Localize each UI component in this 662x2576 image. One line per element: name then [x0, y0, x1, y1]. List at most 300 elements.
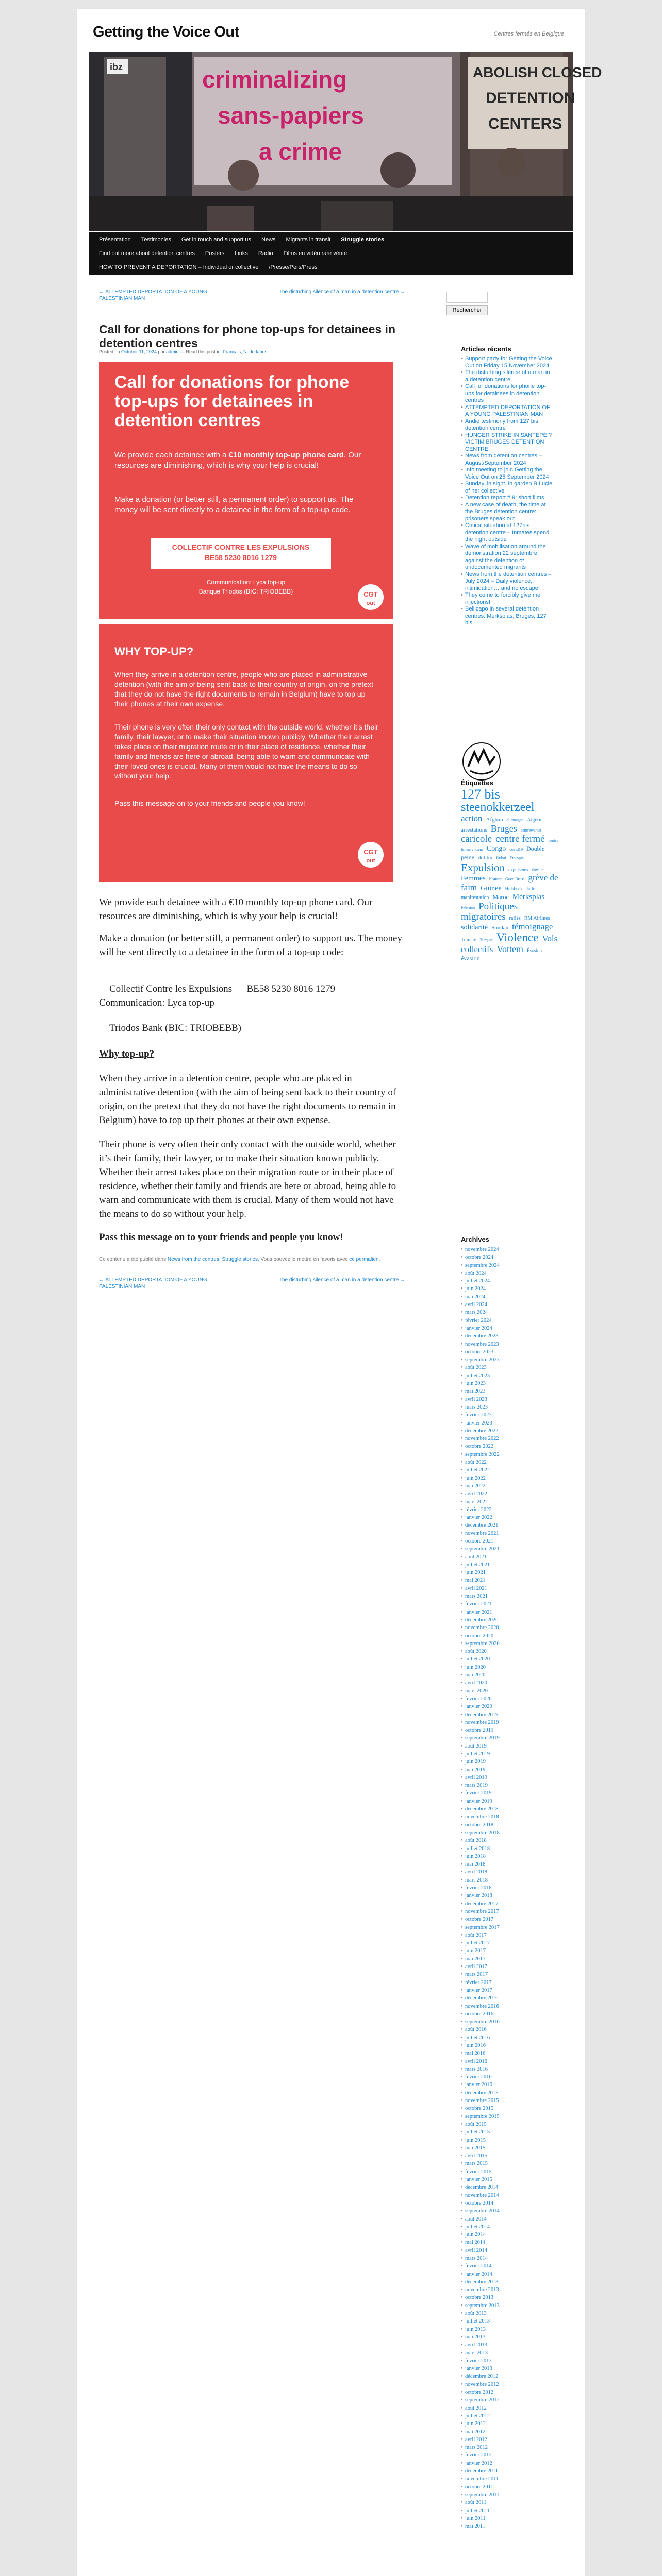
archive-link[interactable]: • décembre 2020: [461, 1616, 554, 1624]
archive-link[interactable]: • juillet 2016: [461, 2034, 554, 2042]
tag-cloud: [461, 787, 559, 963]
archive-link[interactable]: • février 2016: [461, 2073, 554, 2081]
tag-link[interactable]: Maroc: [492, 893, 509, 901]
archive-link[interactable]: • avril 2017: [461, 1963, 554, 1971]
banner-sign-left: criminalizing: [202, 66, 347, 93]
tag-link[interactable]: Jaffe: [526, 886, 535, 892]
post-date-link[interactable]: October 11, 2024: [121, 349, 157, 354]
tag-link[interactable]: Femmes: [461, 875, 486, 883]
archive-link[interactable]: • septembre 2019: [461, 1734, 554, 1742]
archive-link[interactable]: • juillet 2022: [461, 1466, 554, 1474]
poster2-heading: WHY TOP-UP?: [114, 645, 194, 658]
entry-footer-meta: Ce contenu a été publié dans News from the centres, Struggle stories. Vous pouvez le mettre en favoris avec ce permalien.: [99, 1257, 380, 1262]
archive-link[interactable]: • avril 2023: [461, 1396, 554, 1403]
archive-link[interactable]: • août 2021: [461, 1553, 554, 1561]
archive-link[interactable]: • novembre 2014: [461, 2192, 554, 2199]
author-link[interactable]: admin: [166, 349, 179, 354]
archive-link[interactable]: • janvier 2016: [461, 2081, 554, 2089]
archive-link[interactable]: • septembre 2021: [461, 1545, 554, 1553]
svg-text:CGT: CGT: [363, 590, 378, 598]
archive-link[interactable]: • mai 2012: [461, 2428, 554, 2436]
nav-item-press[interactable]: /Presse/Pers/Press: [269, 264, 318, 270]
archive-link[interactable]: • octobre 2013: [461, 2294, 554, 2301]
archive-link[interactable]: • janvier 2024: [461, 1325, 554, 1332]
archive-link[interactable]: • août 2022: [461, 1459, 554, 1466]
archive-link[interactable]: • février 2019: [461, 1789, 554, 1797]
post-nav-prev[interactable]: ← ATTEMPTED DEPORTATION OF A YOUNG PALESTINIAN MAN: [99, 289, 207, 301]
archive-link[interactable]: • mars 2024: [461, 1309, 554, 1316]
tag-link[interactable]: Expulsion: [461, 861, 505, 874]
archive-link[interactable]: • novembre 2017: [461, 1908, 554, 1916]
archives-list: [461, 1246, 554, 2530]
archive-link[interactable]: • février 2024: [461, 1317, 554, 1325]
recent-post-link[interactable]: • ATTEMPTED DEPORTATION OF A YOUNG PALESTINIAN MAN: [461, 404, 554, 418]
archive-link[interactable]: • novembre 2011: [461, 2475, 554, 2483]
recent-post-link[interactable]: • Detention report # 9: short films: [461, 495, 554, 502]
archive-link[interactable]: • juin 2020: [461, 1664, 554, 1671]
tag-link[interactable]: RM Airlines: [524, 915, 550, 921]
archive-link[interactable]: • mai 2014: [461, 2239, 554, 2246]
recent-post-link[interactable]: • Bellicapo in several detention centres: Merksplas, Bruges, 127 bis: [461, 606, 554, 627]
nav-item-testimonies[interactable]: Testimonies: [141, 236, 171, 243]
archive-link[interactable]: • novembre 2021: [461, 1530, 554, 1537]
tag-link[interactable]: famille: [532, 867, 544, 872]
archive-link[interactable]: • mai 2011: [461, 2522, 554, 2530]
archive-link[interactable]: • février 2018: [461, 1884, 554, 1892]
archive-link[interactable]: • septembre 2017: [461, 1924, 554, 1931]
body-p1: We provide each detainee with a €10 monthly top-up phone card. Our resources are diminishing, which is why your help is crucial!: [99, 897, 373, 922]
poster2-p2: Their phone is very often their only contact with the outside world, whether it’s their family, their lawyer, or to make their situation known publicly. Whether their arrest takes place on their migration route or in their place of residence, whether their family and friends are here or abroad, being able to warn and communicate with their loved ones is crucial. Many of them would not have the means to do so without your help.: [114, 723, 378, 780]
poster1-heading: Call for donations for phone top-ups for detainees in detention centres: [114, 372, 350, 430]
archive-link[interactable]: • septembre 2023: [461, 1356, 554, 1364]
tag-link[interactable]: solidarité: [461, 923, 488, 931]
nav-item-links[interactable]: Links: [235, 250, 248, 257]
archive-link[interactable]: • janvier 2019: [461, 1798, 554, 1805]
archive-link[interactable]: • septembre 2011: [461, 2491, 554, 2499]
archive-link[interactable]: • août 2011: [461, 2499, 554, 2506]
site-title[interactable]: Getting the Voice Out: [93, 24, 239, 40]
recent-post-link[interactable]: • They come to forcibly give me injections!: [461, 592, 554, 606]
archive-link[interactable]: • février 2012: [461, 2451, 554, 2459]
archive-link[interactable]: • décembre 2018: [461, 1805, 554, 1813]
tag-link[interactable]: raflés: [509, 915, 521, 921]
archive-link[interactable]: • juin 2017: [461, 1947, 554, 1955]
category-link-struggle[interactable]: Struggle stories: [222, 1257, 258, 1262]
nav-row-2: [89, 247, 573, 260]
body-why-title: Why top-up?: [99, 1048, 155, 1059]
archive-link[interactable]: • juin 2014: [461, 2231, 554, 2239]
tag-link[interactable]: Politiques migratoires: [461, 901, 518, 922]
nav-item-get-in-touch[interactable]: Get in touch and support us: [181, 236, 251, 243]
nav-item-prevent-deportation[interactable]: HOW TO PREVENT A DEPORTATION – Individual or collective: [99, 264, 259, 270]
nav-item-struggle-stories[interactable]: Struggle stories: [341, 236, 385, 243]
nav-item-films[interactable]: Films en vidéo rare vérité: [283, 250, 347, 257]
archive-link[interactable]: • octobre 2022: [461, 1443, 554, 1450]
sidebar-recent-title: Articles récents: [461, 345, 511, 353]
archive-link[interactable]: • octobre 2018: [461, 1821, 554, 1829]
recent-post-link[interactable]: • Call for donations for phone top-ups for detainees in detention centres: [461, 383, 554, 404]
archive-link[interactable]: • septembre 2024: [461, 1262, 554, 1269]
tag-link[interactable]: Ethiopia: [509, 855, 524, 860]
tag-link[interactable]: évasion: [461, 955, 480, 962]
archive-link[interactable]: • juin 2021: [461, 1569, 554, 1577]
meta-read: — Read this post in:: [180, 349, 222, 354]
body-bank-line2: Communication: Lyca top-up: [99, 997, 214, 1008]
archive-link[interactable]: • août 2014: [461, 2215, 554, 2223]
tag-link[interactable]: Pakistan: [461, 905, 475, 910]
archive-link[interactable]: • août 2016: [461, 2026, 554, 2033]
tag-link[interactable]: Turquie: [479, 938, 493, 943]
archive-link[interactable]: • janvier 2023: [461, 1419, 554, 1427]
archive-link[interactable]: • novembre 2023: [461, 1341, 554, 1348]
recent-post-link[interactable]: • Critical situation at 127bis detention centre – Inmates spend the night outside: [461, 522, 554, 544]
archive-link[interactable]: • janvier 2013: [461, 2365, 554, 2372]
archive-link[interactable]: • mai 2021: [461, 1577, 554, 1584]
archive-link[interactable]: • novembre 2024: [461, 1246, 554, 1253]
gtvo-logo-icon: [461, 741, 502, 782]
archive-link[interactable]: • septembre 2013: [461, 2302, 554, 2310]
tag-link[interactable]: Soudan: [491, 924, 509, 931]
tag-link[interactable]: centre fermé: [495, 834, 545, 845]
archive-link[interactable]: • juillet 2017: [461, 1939, 554, 1947]
archive-link[interactable]: • juillet 2020: [461, 1655, 554, 1663]
entry-title[interactable]: Call for donations for phone top-ups for detainees in detention centres: [99, 323, 395, 350]
nav-item-migrants-in-transit[interactable]: Migrants in transit: [286, 236, 331, 243]
archive-link[interactable]: • décembre 2021: [461, 1521, 554, 1529]
tag-link[interactable]: expulsions: [508, 867, 528, 872]
archive-link[interactable]: • septembre 2022: [461, 1451, 554, 1459]
archive-link[interactable]: • mars 2018: [461, 1876, 554, 1884]
poster1-collective-name: COLLECTIF CONTRE LES EXPULSIONS: [172, 543, 310, 551]
recent-post-link[interactable]: • News from detention centres – August/September 2024: [461, 453, 554, 467]
archive-link[interactable]: • mai 2020: [461, 1671, 554, 1679]
archive-link[interactable]: • juin 2019: [461, 1758, 554, 1766]
archive-link[interactable]: • avril 2019: [461, 1774, 554, 1782]
tag-link[interactable]: Vols collectifs: [461, 934, 558, 954]
tag-link[interactable]: caricole: [461, 834, 492, 845]
sidebar-archives-title: Archives: [461, 1235, 489, 1243]
archive-link[interactable]: • septembre 2016: [461, 2018, 554, 2026]
poster2-p3: Pass this message on to your friends and people you know!: [114, 799, 305, 807]
archive-link[interactable]: • novembre 2018: [461, 1813, 554, 1821]
archive-link[interactable]: • décembre 2015: [461, 2089, 554, 2097]
body-bank-line1: Collectif Contre les Expulsions BE58 5230 8016 1279: [109, 984, 336, 994]
recent-post-link[interactable]: • Sunday, in sight, in garden B Lucie of her collective: [461, 481, 554, 495]
tag-link[interactable]: steenokkerzeel: [461, 801, 535, 815]
archive-link[interactable]: • mai 2016: [461, 2049, 554, 2057]
archive-link[interactable]: • septembre 2014: [461, 2207, 554, 2215]
tag-link[interactable]: covid19: [509, 847, 523, 852]
poster2-p1: When they arrive in a detention centre, people who are placed in administrative detention (with the aim of being sent back to their country of origin, on the pretext that they do not have the right documents to remain in Belgium) have to top up their phones at their own expense.: [114, 670, 373, 708]
archive-link[interactable]: • mai 2017: [461, 1955, 554, 1963]
archive-link[interactable]: • juin 2018: [461, 1853, 554, 1860]
header-banner-image[interactable]: [89, 52, 602, 231]
post-nav-next-bottom[interactable]: The disturbing silence of a man in a detention centre →: [278, 1277, 405, 1283]
archive-link[interactable]: • juillet 2018: [461, 1845, 554, 1853]
archive-link[interactable]: • avril 2012: [461, 2436, 554, 2444]
entry-meta: Posted on October 11, 2024 par admin — Read this post in: Français, Nederlands: [99, 349, 268, 354]
banner-illustration: [89, 52, 602, 231]
archive-link[interactable]: • août 2019: [461, 1742, 554, 1750]
archive-link[interactable]: • mai 2018: [461, 1860, 554, 1868]
nav-row-1: [89, 233, 573, 246]
banner-sign-left-2: sans-papiers: [218, 102, 364, 129]
archive-link[interactable]: • avril 2020: [461, 1679, 554, 1687]
archive-link[interactable]: • avril 2022: [461, 1490, 554, 1498]
archive-link[interactable]: • décembre 2022: [461, 1427, 554, 1435]
archive-link[interactable]: • octobre 2024: [461, 1253, 554, 1261]
tag-link[interactable]: Holsbeek: [505, 886, 523, 892]
banner-sign-left-3: a crime: [259, 138, 342, 165]
recent-post-link[interactable]: • Wave of mobilisation around the demonstration 22 septembre against the detention of undocumented migrants: [461, 544, 554, 571]
archive-link[interactable]: • octobre 2021: [461, 1537, 554, 1545]
tag-link[interactable]: Vottem: [496, 943, 523, 954]
archive-link[interactable]: • octobre 2011: [461, 2483, 554, 2491]
poster-why-top-up: [99, 624, 393, 882]
archive-link[interactable]: • janvier 2017: [461, 1987, 554, 1994]
tag-link[interactable]: manifestation: [461, 895, 489, 901]
tag-link[interactable]: 127 bis: [461, 787, 500, 802]
archive-link[interactable]: • novembre 2013: [461, 2286, 554, 2294]
body-bank-line3: Triodos Bank (BIC: TRIOBEBB): [109, 1023, 242, 1033]
nav-item-posters[interactable]: Posters: [205, 250, 225, 257]
archive-link[interactable]: • février 2017: [461, 1979, 554, 1987]
archive-link[interactable]: • mars 2022: [461, 1498, 554, 1506]
body-p4: Their phone is very often their only contact with the outside world, whether it’s their family, their lawyer, or to make their situation known publicly. Whether their arrest takes place on their migration route or in their place of residence, whether their family and friends are here or abroad, being able to warn and communicate with them is crucial. Many of them would not have the means to do so without your help.: [99, 1139, 396, 1219]
archive-link[interactable]: • avril 2013: [461, 2341, 554, 2349]
archive-link[interactable]: • février 2022: [461, 1506, 554, 1514]
archive-link[interactable]: • avril 2024: [461, 1301, 554, 1309]
archive-link[interactable]: • juillet 2011: [461, 2507, 554, 2515]
archive-link[interactable]: • novembre 2012: [461, 2381, 554, 2388]
archive-link[interactable]: • mars 2014: [461, 2255, 554, 2262]
archive-link[interactable]: • février 2014: [461, 2262, 554, 2270]
archive-link[interactable]: • mars 2023: [461, 1403, 554, 1411]
nav-item-news[interactable]: News: [261, 236, 276, 243]
archive-link[interactable]: • juillet 2019: [461, 1750, 554, 1758]
archive-link[interactable]: • juillet 2021: [461, 1561, 554, 1569]
svg-text:out: out: [366, 858, 375, 864]
archive-link[interactable]: • août 2024: [461, 1269, 554, 1277]
archive-link[interactable]: • mars 2015: [461, 2160, 554, 2167]
archive-link[interactable]: • août 2012: [461, 2404, 554, 2412]
body-p3: When they arrive in a detention centre, people who are placed in administrative detention (with the aim of being sent back to their country of origin, on the pretext that they do not have the right documents to remain in Belgium) have to top up their phones at their own expense.: [99, 1073, 396, 1126]
archive-link[interactable]: • novembre 2020: [461, 1624, 554, 1632]
archive-link[interactable]: • décembre 2016: [461, 1994, 554, 2002]
archive-link[interactable]: • février 2020: [461, 1695, 554, 1703]
archive-link[interactable]: • octobre 2017: [461, 1916, 554, 1923]
archive-link[interactable]: • avril 2021: [461, 1585, 554, 1592]
archive-link[interactable]: • octobre 2020: [461, 1632, 554, 1640]
tag-link[interactable]: Congo: [486, 845, 506, 853]
archive-link[interactable]: • janvier 2012: [461, 2460, 554, 2467]
archive-link[interactable]: • novembre 2019: [461, 1719, 554, 1726]
archive-link[interactable]: • janvier 2022: [461, 1514, 554, 1521]
tag-link[interactable]: Algerie: [527, 817, 543, 823]
archive-link[interactable]: • août 2018: [461, 1837, 554, 1844]
nav-item-detention-centres[interactable]: Find out more about detention centres: [99, 250, 195, 257]
poster1-bank: Banque Triodos (BIC: TRIOBEBB): [198, 588, 293, 595]
archive-link[interactable]: • mai 2024: [461, 1293, 554, 1301]
archive-link[interactable]: • février 2013: [461, 2357, 554, 2365]
archive-link[interactable]: • mars 2021: [461, 1592, 554, 1600]
tag-link[interactable]: Violence: [496, 931, 539, 944]
archive-link[interactable]: • août 2017: [461, 1931, 554, 1939]
archive-link[interactable]: • juillet 2013: [461, 2317, 554, 2325]
archive-link[interactable]: • janvier 2018: [461, 1892, 554, 1900]
archive-link[interactable]: • juillet 2015: [461, 2128, 554, 2136]
archive-link[interactable]: • juillet 2012: [461, 2412, 554, 2420]
tag-link[interactable]: action: [461, 814, 483, 824]
tag-link[interactable]: Merksplas: [512, 893, 545, 901]
poster2-logo-icon: [357, 841, 385, 869]
post-nav-prev-bottom[interactable]: ← ATTEMPTED DEPORTATION OF A YOUNG PALESTINIAN MAN: [99, 1277, 207, 1290]
archive-link[interactable]: • juin 2015: [461, 2137, 554, 2144]
archive-link[interactable]: • février 2023: [461, 1411, 554, 1419]
post-nav-next[interactable]: The disturbing silence of a man in a detention centre →: [278, 289, 405, 295]
archive-link[interactable]: • janvier 2020: [461, 1703, 554, 1710]
archive-link[interactable]: • août 2013: [461, 2310, 554, 2317]
archive-link[interactable]: • juin 2011: [461, 2515, 554, 2522]
sidebar-tags-title: Étiquettes: [461, 779, 493, 787]
archive-link[interactable]: • septembre 2020: [461, 1640, 554, 1648]
archive-link[interactable]: • janvier 2021: [461, 1608, 554, 1616]
archive-link[interactable]: • mai 2019: [461, 1766, 554, 1774]
meta-prefix: Posted on: [99, 349, 120, 354]
recent-post-link[interactable]: • Info meeting to join Getting the Voice Out on 25 September 2024: [461, 467, 554, 481]
tag-link[interactable]: France: [489, 876, 502, 882]
tag-link[interactable]: centre ferme vottem: [461, 838, 559, 852]
archive-link[interactable]: • juin 2016: [461, 2042, 554, 2049]
poster1-p1: We provide each detainee with a €10 monthly top-up phone card. Our resources are diminishing, which is why your help is crucial!: [114, 451, 361, 470]
archive-link[interactable]: • juin 2024: [461, 1285, 554, 1293]
archive-link[interactable]: • novembre 2016: [461, 2003, 554, 2010]
poster1-logo-icon: [357, 583, 385, 611]
tag-link[interactable]: centrewamst: [520, 828, 542, 833]
archive-link[interactable]: • octobre 2015: [461, 2105, 554, 2112]
recent-post-link[interactable]: • The disturbing silence of a man in a detention centre: [461, 369, 554, 383]
nav-item-radio[interactable]: Radio: [258, 250, 273, 257]
archive-link[interactable]: • mars 2017: [461, 1971, 554, 1978]
permalink[interactable]: ce permalien: [349, 1257, 379, 1262]
recent-post-link[interactable]: • HUNGER STRIKE IN SANTEPÉ ? VICTIM BRUGES DETENTION CENTRE: [461, 432, 554, 453]
archive-link[interactable]: • décembre 2013: [461, 2278, 554, 2286]
poster1-p2: Make a donation (or better still, a permanent order) to support us. The money will be sent directly to a detainee in the form of a top-up code.: [114, 495, 354, 514]
archive-link[interactable]: • août 2020: [461, 1648, 554, 1655]
archive-link[interactable]: • décembre 2014: [461, 2183, 554, 2191]
body-p5: Pass this message on to your friends and people you know!: [99, 1232, 343, 1243]
lang-link-nl[interactable]: Nederlands: [243, 349, 268, 354]
archive-link[interactable]: • janvier 2014: [461, 2270, 554, 2278]
category-link-news[interactable]: News from the centres: [167, 1257, 219, 1262]
archive-link[interactable]: • mars 2012: [461, 2444, 554, 2451]
archive-link[interactable]: • septembre 2015: [461, 2113, 554, 2121]
tag-link[interactable]: allemagne: [506, 818, 524, 823]
search-input[interactable]: [446, 292, 488, 303]
archive-link[interactable]: • février 2015: [461, 2168, 554, 2176]
body-p2: Make a donation (or better still, a permanent order) to support us. The money will be sent directly to a detainee in the form of a top-up code:: [99, 933, 402, 958]
archive-link[interactable]: • juin 2013: [461, 2326, 554, 2333]
archive-link[interactable]: • juin 2023: [461, 1380, 554, 1387]
banner-sign-right: ABOLISH CLOSED: [473, 64, 602, 80]
archive-link[interactable]: • décembre 2011: [461, 2467, 554, 2475]
archive-link[interactable]: • mai 2013: [461, 2333, 554, 2341]
tag-link[interactable]: Goed Bruss: [505, 877, 525, 882]
tag-link[interactable]: arrestations: [461, 827, 487, 834]
archive-link[interactable]: • septembre 2012: [461, 2396, 554, 2404]
archive-link[interactable]: • septembre 2018: [461, 1829, 554, 1837]
tag-link[interactable]: Bruges: [490, 823, 517, 834]
recent-post-link[interactable]: • A new case of death, the time at the Bruges detention centre: prisoners speak out: [461, 502, 554, 523]
tag-link[interactable]: dublin: [478, 854, 493, 861]
archive-link[interactable]: • avril 2018: [461, 1868, 554, 1876]
recent-post-link[interactable]: • Support party for Getting the Voice Out on Friday 15 November 2024: [461, 355, 554, 369]
page: [77, 9, 602, 2576]
tag-link[interactable]: Évasion: [526, 947, 542, 953]
archive-link[interactable]: • avril 2014: [461, 2247, 554, 2255]
nav-row-3: [89, 261, 573, 274]
tag-link[interactable]: Guinee: [481, 885, 502, 893]
archive-link[interactable]: • avril 2016: [461, 2058, 554, 2065]
lang-link-fr[interactable]: Français: [223, 349, 241, 354]
archive-link[interactable]: • juillet 2024: [461, 1277, 554, 1285]
archive-link[interactable]: • juin 2022: [461, 1475, 554, 1482]
archive-link[interactable]: • mai 2022: [461, 1482, 554, 1490]
nav-item-presentation[interactable]: Présentation: [99, 236, 131, 243]
tag-link[interactable]: Dubai: [496, 855, 506, 860]
archive-link[interactable]: • juin 2012: [461, 2420, 554, 2428]
sidebar-recent-list: [461, 355, 554, 627]
banner-sign-right-2: DETENTION: [486, 90, 575, 107]
archive-link[interactable]: • décembre 2012: [461, 2372, 554, 2380]
site-description: Centres fermés en Belgique: [493, 31, 564, 37]
archive-link[interactable]: • décembre 2017: [461, 1900, 554, 1908]
archive-link[interactable]: • mars 2016: [461, 2065, 554, 2073]
archive-link[interactable]: • décembre 2023: [461, 1332, 554, 1340]
banner-logo: ibz: [110, 62, 123, 72]
tag-link[interactable]: témoignage: [512, 921, 553, 931]
archive-link[interactable]: • mai 2015: [461, 2144, 554, 2152]
archive-link[interactable]: • décembre 2019: [461, 1711, 554, 1719]
archive-link[interactable]: • octobre 2016: [461, 2010, 554, 2018]
tag-link[interactable]: grève de faim: [461, 873, 558, 893]
archive-link[interactable]: • février 2021: [461, 1600, 554, 1608]
archive-link[interactable]: • octobre 2019: [461, 1726, 554, 1734]
archive-link[interactable]: • août 2015: [461, 2121, 554, 2128]
archive-link[interactable]: • juillet 2014: [461, 2223, 554, 2231]
archive-link[interactable]: • novembre 2022: [461, 1435, 554, 1443]
recent-post-link[interactable]: • Andie testimony from 127 bis detention centre: [461, 418, 554, 432]
archive-link[interactable]: • mai 2023: [461, 1387, 554, 1395]
archive-link[interactable]: • mars 2019: [461, 1782, 554, 1789]
archive-link[interactable]: • avril 2015: [461, 2152, 554, 2160]
archive-link[interactable]: • octobre 2012: [461, 2388, 554, 2396]
archive-link[interactable]: • octobre 2023: [461, 1348, 554, 1356]
main-navigation: [89, 232, 573, 275]
archive-link[interactable]: • janvier 2015: [461, 2176, 554, 2183]
search-button[interactable]: Rechercher: [446, 305, 488, 315]
tag-link[interactable]: Tunisie: [461, 937, 476, 943]
archive-link[interactable]: • octobre 2014: [461, 2199, 554, 2207]
archive-link[interactable]: • juillet 2023: [461, 1372, 554, 1380]
archive-link[interactable]: • mars 2013: [461, 2349, 554, 2357]
tag-link[interactable]: Double peine: [461, 845, 545, 861]
archive-link[interactable]: • novembre 2015: [461, 2097, 554, 2105]
recent-post-link[interactable]: • News from the detention centres – July 2024 – Daily violence, intimidation… and no escape!: [461, 571, 554, 592]
archive-link[interactable]: • mars 2020: [461, 1687, 554, 1695]
archive-link[interactable]: • août 2023: [461, 1364, 554, 1371]
tag-link[interactable]: Afghan: [486, 817, 503, 823]
